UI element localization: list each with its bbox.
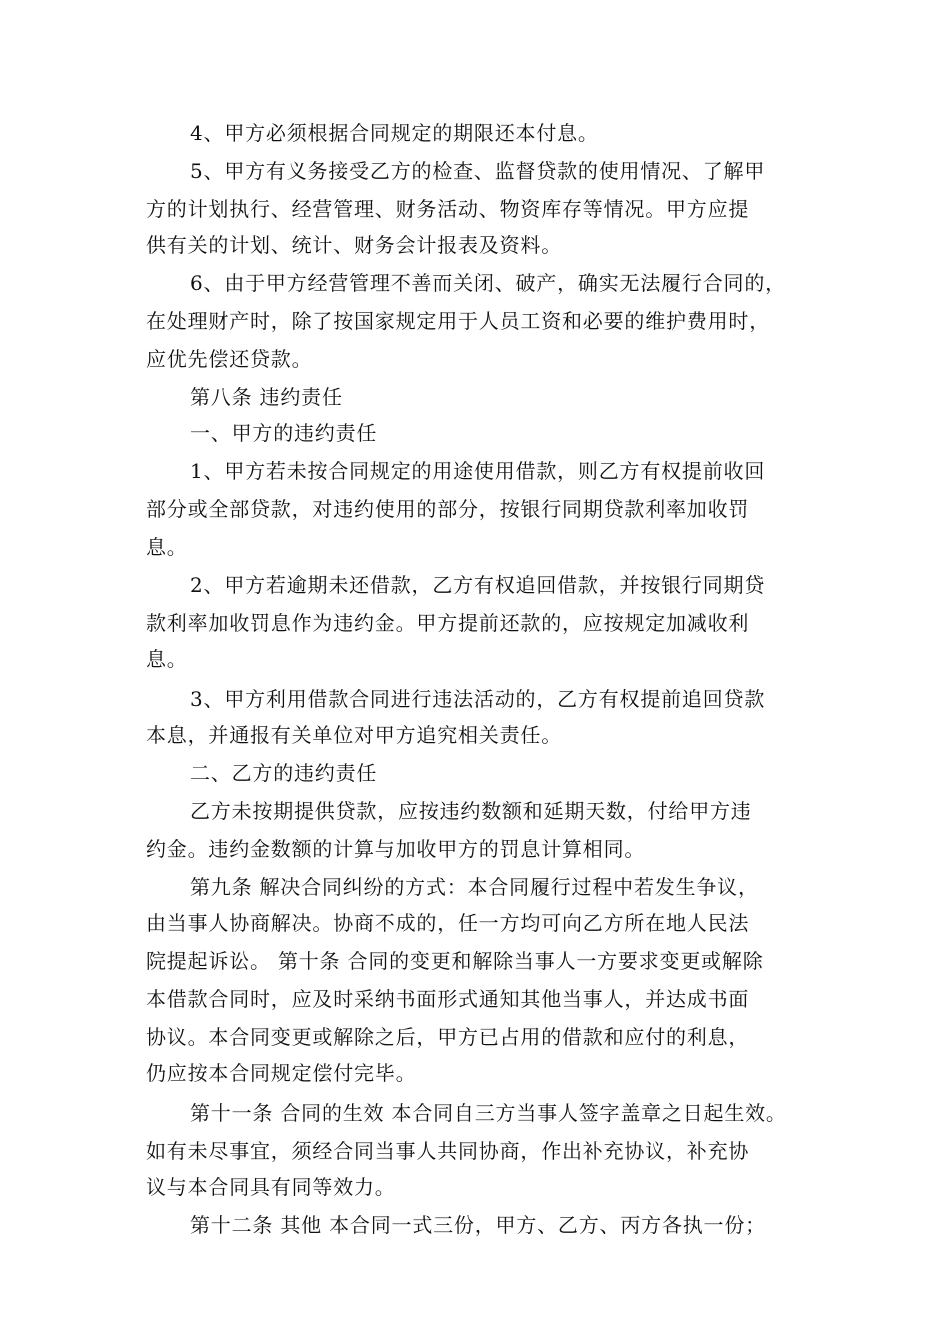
text-line: 方的计划执行、经营管理、财务活动、物资库存等情况。甲方应提 bbox=[146, 197, 750, 221]
text-line: 本息，并通报有关单位对甲方追究相关责任。 bbox=[146, 723, 562, 747]
text-line: 协议。本合同变更或解除之后，甲方已占用的借款和应付的利息， bbox=[146, 1025, 750, 1049]
text-line: 2、甲方若逾期未还借款，乙方有权追回借款，并按银行同期贷 bbox=[190, 573, 766, 597]
text-line: 5、甲方有义务接受乙方的检查、监督贷款的使用情况、了解甲 bbox=[190, 159, 766, 183]
text-line: 第九条 解决合同纠纷的方式：本合同履行过程中若发生争议， bbox=[190, 875, 759, 899]
text-line: 如有未尽事宜，须经合同当事人共同协商，作出补充协议，补充协 bbox=[146, 1139, 750, 1163]
text-line: 款利率加收罚息作为违约金。甲方提前还款的，应按规定加减收利 bbox=[146, 611, 750, 635]
text-line: 3、甲方利用借款合同进行违法活动的，乙方有权提前追回贷款 bbox=[190, 687, 766, 711]
text-line: 应优先偿还贷款。 bbox=[146, 347, 313, 371]
text-line: 第八条 违约责任 bbox=[190, 385, 343, 409]
text-line: 供有关的计划、统计、财务会计报表及资料。 bbox=[146, 233, 562, 257]
text-line: 第十二条 其他 本合同一式三份，甲方、乙方、丙方各执一份； bbox=[190, 1213, 766, 1237]
text-line: 议与本合同具有同等效力。 bbox=[146, 1175, 396, 1199]
text-line: 4、甲方必须根据合同规定的期限还本付息。 bbox=[190, 121, 599, 145]
text-line: 乙方未按期提供贷款，应按违约数额和延期天数，付给甲方违 bbox=[190, 799, 752, 823]
text-line: 在处理财产时，除了按国家规定用于人员工资和必要的维护费用时， bbox=[146, 309, 770, 333]
text-line: 1、甲方若未按合同规定的用途使用借款，则乙方有权提前收回 bbox=[190, 459, 766, 483]
text-line: 息。 bbox=[146, 647, 188, 671]
text-line: 二、乙方的违约责任 bbox=[190, 761, 378, 785]
text-line: 本借款合同时，应及时采纳书面形式通知其他当事人，并达成书面 bbox=[146, 987, 750, 1011]
text-line: 约金。违约金数额的计算与加收甲方的罚息计算相同。 bbox=[146, 837, 646, 861]
text-line: 由当事人协商解决。协商不成的，任一方均可向乙方所在地人民法 bbox=[146, 911, 750, 935]
text-line: 息。 bbox=[146, 535, 188, 559]
text-line: 仍应按本合同规定偿付完毕。 bbox=[146, 1061, 417, 1085]
text-line: 一、甲方的违约责任 bbox=[190, 421, 378, 445]
text-line: 6、由于甲方经营管理不善而关闭、破产，确实无法履行合同的， bbox=[190, 271, 786, 295]
text-line: 第十一条 合同的生效 本合同自三方当事人签字盖章之日起生效。 bbox=[190, 1101, 787, 1125]
text-line: 部分或全部贷款，对违约使用的部分，按银行同期贷款利率加收罚 bbox=[146, 497, 750, 521]
text-line: 院提起诉讼。 第十条 合同的变更和解除当事人一方要求变更或解除 bbox=[146, 949, 764, 973]
